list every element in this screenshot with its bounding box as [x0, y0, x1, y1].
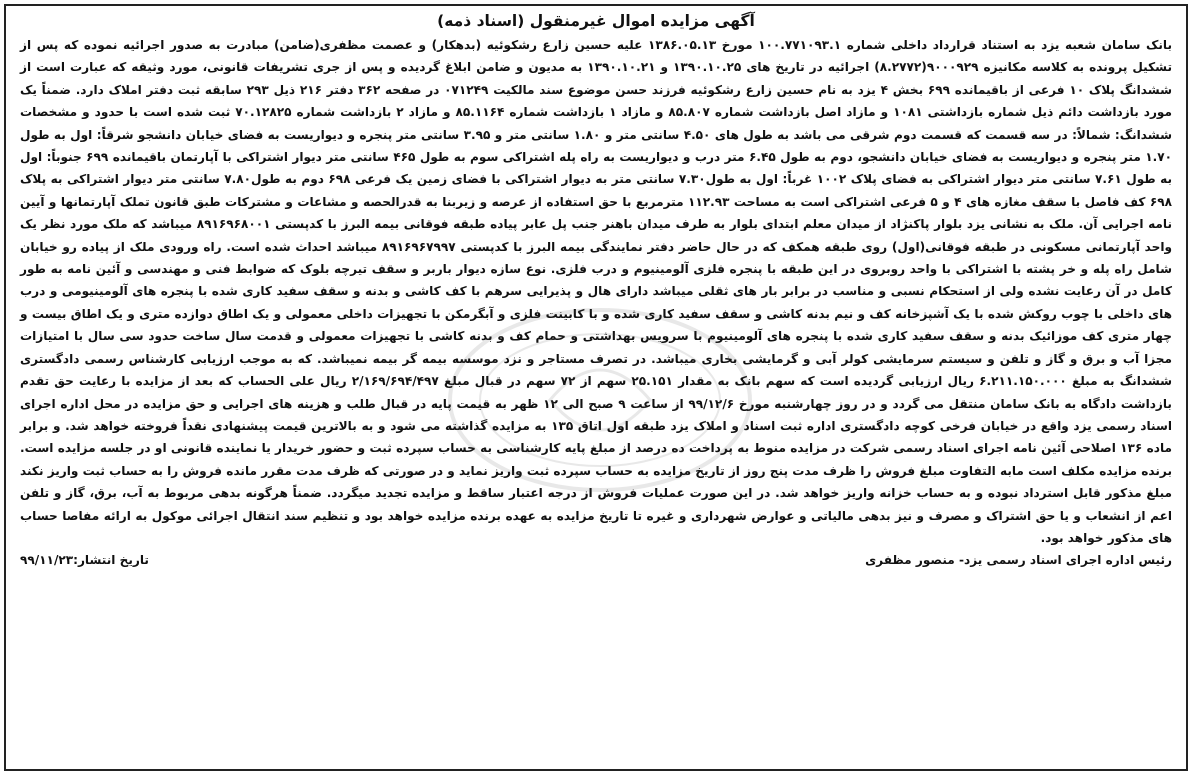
notice-footer — [20, 549, 1172, 571]
notice-title: آگهی مزایده اموال غیرمنقول (اسناد ذمه) — [437, 12, 755, 30]
notice-body: بانک سامان شعبه یزد به استناد قرارداد داخلی شماره ۱۰۰.۷۷۱۰۹۳.۱ مورخ ۱۳۸۶.۰۵.۱۳ علیه حسین زارع رشکوئیه (بدهکار) و عصمت مظفری(ضامن) مبادرت به صدور اجرائیه نموده که پس از تشکیل پرونده به کلاسه مکانیزه ۹۰۰۰۹۲۹(۸.۲۷۷۲) اجرائیه در تاریخ های ۱۳۹۰.۱۰.۲۵ و ۱۳۹۰.۱۰.۲۱ به مدیون و ضامن ابلاغ گردیده و پس از جری تشریفات قانونی، مورد وثیقه که عبارت است از ششدانگ پلاک ۱۰ فرعی از باقیمانده ۶۹۹ بخش ۴ یزد به نام حسین زارع رشکوئیه فرزند حسن موضوع سند مالکیت ۰۷۱۲۴۹ در صفحه ۳۶۲ دفتر ۲۱۶ ذیل ۲۹۳ سابقه ثبت دفتر املاک دارد. ضمناً یک مورد بازداشت دائم ذیل شماره بازداشتی ۱۰۸۱ و مازاد اصل بازداشت شماره ۸۵.۸۰۷ و مازاد ۱ بازداشت شماره ۸۵.۱۱۶۴ و مازاد ۲ بازداشت شماره ۷۰.۱۲۸۲۵ ثبت شده است با حدود و مشخصات ششدانگ: شمالاً: در سه قسمت که قسمت دوم شرقی می باشد به طول های ۴.۵۰ سانتی متر و ۱.۸۰ سانتی متر و ۳.۹۵ سانتی متر پنجره و دیواریست به فضای خیابان دانشجو شرقاً: اول به طول ۱.۷۰ متر پنجره و دیواریست به فضای خیابان دانشجو، دوم به طول ۶.۴۵ متر درب و دیواریست به راه پله اشتراکی سوم به طول ۴۶۵ سانتی متر دیوار اشتراکی با آپارتمان باقیمانده ۶۹۹ جنوباً: اول به طول ۷.۶۱ سانتی متر دیوار اشتراکی به فضای پلاک ۱۰۰۲ غرباً: اول به طول۷.۳۰ سانتی متر به دیوار اشتراکی با فضای زمین یک فرعی ۶۹۸ دوم به طول۷.۸۰ سانتی متر دیوار اشتراکی به پلاک ۶۹۸ کف فاصل با سقف مغازه های ۴ و ۵ فرعی اشتراکی است به مساحت ۱۱۲.۹۳ مترمربع با حق استفاده از عرصه و زیربنا به قدرالحصه و مشاعات و مشترکات طبق قانون تملک آپارتمانها و آیین نامه اجرایی آن. ملک به نشانی یزد بلوار پاکنژاد از میدان معلم ابتدای بلوار به طرف میدان باهنر جنب پل عابر پیاده طبقه فوقانی بیمه البرز با کدپستی ۸۹۱۶۹۶۸۰۰۱ میباشد که ملک مورد نظر یک واحد آپارتمانی مسکونی در طبقه فوقانی(اول) روی طبقه همکف که در حال حاضر دفتر نمایندگی بیمه البرز با کدپستی ۸۹۱۶۹۶۷۹۹۷ میباشد احداث شده است. راه ورودی ملک از پیاده رو خیابان شامل راه پله و خر پشته با اشتراکی با واحد روبروی در این طبقه با پنجره فلزی آلومینیوم و درب فلزی. نوع سازه دیوار باربر و سقف تیرچه بلوک که ضوابط فنی و مهندسی و آئین نامه به طور کامل در آن رعایت نشده ولی از استحکام نسبی و مناسب در برابر بار های ثقلی میباشد دارای هال و پذیرایی سرهم با کف کاشی و بدنه و سقف سفید کاری شده با پنجره های آلومینیومی و درب های داخلی با چوب روکش شده با یک آشپزخانه کف و نیم بدنه کاشی و سقف سفید کاری شده و با کابینت فلزی و آبگرمکن با تجهیزات داخلی معمولی و یک اطاق دوازده متری و یک اطاق بیست و چهار متری کف موزائیک بدنه و سقف سفید کاری شده با پنجره های آلومینیوم با سرویس بهداشتی و حمام کف و بدنه کاشی با تجهیزات معمولی و قدمت سال ساخت حدود سی سال با امتیازات مجزا آب و برق و گاز و تلفن و سیستم سرمایشی کولر آبی و گرمایشی بخاری میباشد. در تصرف مستاجر و نزد موسسه بیمه گر بیمه نمیباشد. که به موجب ارزیابی کارشناس رسمی دادگستری ششدانگ به مبلغ ۶.۲۱۱.۱۵۰.۰۰۰ ریال ارزیابی گردیده است که سهم بانک به مقدار ۲۵.۱۵۱ سهم از ۷۲ سهم در قبال مبلغ ۲/۱۶۹/۶۹۴/۴۹۷ ریال علی الحساب که بعد از مزایده با رعایت حق تقدم بازداشت دادگاه به بانک سامان منتقل می گردد و در روز چهارشنبه مورخ ۹۹/۱۲/۶ از ساعت ۹ صبح الی ۱۲ ظهر به قیمت پایه در قبال طلب و هزینه های اجرایی و حق مزایده در محل اداره اجرای اسناد رسمی یزد واقع در خیابان فرخی کوچه دادگستری اداره ثبت اسناد و املاک یزد طبقه اول اتاق ۱۳۵ به مزایده گذاشته می شود و به بالاترین قیمت پیشنهادی نقداً فروخته خواهد شد. و برابر ماده ۱۳۶ اصلاحی آئین نامه اجرای اسناد رسمی شرکت در مزایده منوط به پرداخت ده درصد از مبلغ پایه کارشناسی به حساب سپرده ثبت و حضور خریدار یا نماینده قانونی او در جلسه مزایده است. برنده مزایده مکلف است مابه التفاوت مبلغ فروش را ظرف مدت پنج روز از تاریخ مزایده به حساب سپرده ثبت واریز نماید و در صورتی که ظرف مدت مقرر مانده فروش را به حساب ثبت واریز نکند مبلغ مذکور قابل استرداد نبوده و به حساب خزانه واریز خواهد شد. در این صورت عملیات فروش از درجه اعتبار ساقط و مزایده تجدید میگردد. ضمناً هرگونه بدهی مربوط به آب، برق، گاز و تلفن اعم از انشعاب و یا حق اشتراک و مصرف و نیز بدهی مالیاتی و عوارض شهرداری و غیره تا تاریخ مزایده به عهده برنده مزایده خواهد بود و تنظیم سند انتقال اجرائی موکول به ارائه مفاصا حساب های مذکور خواهد بود. — [20, 38, 1173, 545]
publish-date: تاریخ انتشار:۹۹/۱۱/۲۳ — [20, 553, 149, 568]
auction-notice — [4, 4, 1188, 771]
signature-line: رئیس اداره اجرای اسناد رسمی یزد- منصور مظفری — [865, 553, 1172, 568]
